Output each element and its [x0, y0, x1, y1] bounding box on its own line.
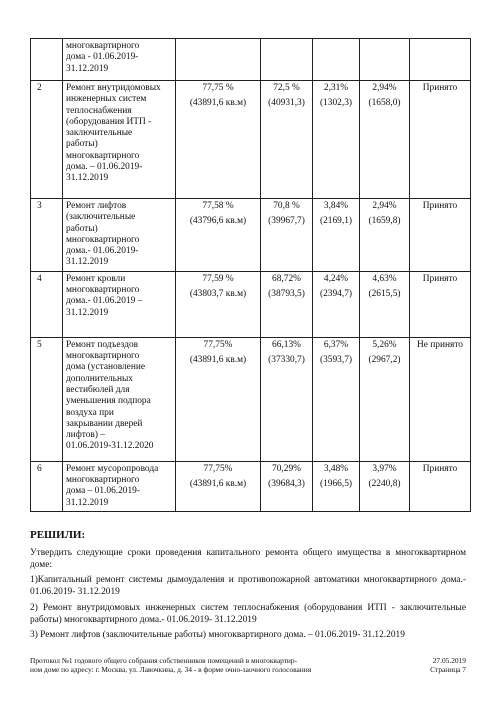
- total-pct: 77,75%: [203, 339, 233, 350]
- item-name-line: дома - 01.06.2019-: [66, 52, 139, 63]
- no-area: (1966,5): [319, 479, 353, 490]
- total-area: (43891,6 кв.м): [189, 355, 247, 366]
- table-row: [31, 461, 471, 511]
- total-area: (43891,6 кв.м): [189, 98, 247, 109]
- resolution-item-2: 2) Ремонт внутридомовых инженерных систем теплоснабжения (оборудования ИТП - заключительные работы) многоквартирного дома.- 01.06.2019- 31.12.2019: [30, 603, 466, 625]
- abstain-pct: 5,26%: [372, 339, 397, 350]
- item-number: 6: [31, 461, 63, 511]
- yes-pct: 66,13%: [272, 339, 301, 350]
- yes-cell: [261, 199, 313, 272]
- no-pct: 3,84%: [323, 201, 349, 211]
- table-row: [31, 271, 471, 337]
- table-row: [31, 39, 471, 81]
- item-name-continuation: [63, 39, 176, 81]
- item-name: [63, 81, 176, 199]
- item-number: 5: [31, 337, 63, 461]
- decision-cell: Не принято: [410, 337, 471, 461]
- item-number: 2: [31, 81, 63, 199]
- resolution-heading: РЕШИЛИ:: [30, 529, 86, 541]
- item-name: [63, 199, 176, 272]
- no-cell: [313, 271, 360, 337]
- total-pct: 77,75 %: [202, 83, 234, 93]
- footer-protocol-line: Протокол №1 годового общего собрания собственников помещений в многоквартир-: [30, 656, 298, 665]
- footer-protocol: [30, 656, 350, 674]
- footer-meta: [390, 656, 466, 674]
- yes-cell: [261, 337, 313, 461]
- item-name: [63, 461, 176, 511]
- abstain-cell: [360, 461, 410, 511]
- no-area: (2169,1): [319, 216, 353, 227]
- table-row: [31, 199, 471, 272]
- no-area: (3593,7): [319, 355, 353, 366]
- footer-date: 27.05.2019: [432, 656, 466, 665]
- no-area: (2394,7): [319, 289, 353, 300]
- decision-cell: Принято: [410, 271, 471, 337]
- item-name-line: Ремонт кровли: [66, 273, 126, 284]
- resolution-item-3: 3) Ремонт лифтов (заключительные работы) многоквартирного дома. – 01.06.2019- 31.12.2019: [30, 630, 405, 640]
- item-number: 4: [31, 271, 63, 337]
- decision-cell: Принято: [410, 461, 471, 511]
- item-name-line: многоквартирного: [66, 234, 140, 245]
- decision-cell: Принято: [410, 199, 471, 272]
- resolution-item-1: 1)Капитальный ремонт системы дымоудаления и противопожарной автоматики многоквартирного дома.- 01.06.2019- 31.12.2019: [30, 575, 466, 597]
- item-name-line: дома.- 01.06.2019-: [66, 246, 139, 257]
- item-name-line: многоквартирного: [66, 475, 140, 486]
- item-name-line: Ремонт лифтов: [66, 201, 127, 211]
- total-area: (43891,6 кв.м): [189, 479, 247, 490]
- item-name-line: работы): [66, 223, 98, 234]
- no-cell: [313, 461, 360, 511]
- item-name: [63, 337, 176, 461]
- no-cell: [313, 199, 360, 272]
- abstain-area: (1659,8): [368, 216, 401, 227]
- total-pct: 77,75%: [203, 463, 233, 474]
- abstain-pct: 3,97%: [372, 463, 397, 474]
- total-cell: [176, 199, 261, 272]
- item-name-line: дома – 01.06.2019-: [66, 486, 140, 497]
- resolution-intro: Утвердить следующие сроки проведения капитального ремонта общего имущества в многоквартирном доме:: [30, 548, 466, 570]
- total-cell: [176, 81, 261, 199]
- item-name-line: многоквартирного: [66, 285, 140, 296]
- item-name-line: 31.12.2019: [66, 63, 109, 74]
- no-pct: 3,48%: [323, 463, 349, 474]
- item-name-line: воздуха при: [66, 407, 114, 418]
- total-pct: 77,59 %: [202, 273, 234, 284]
- total-cell: [176, 337, 261, 461]
- yes-cell: [261, 271, 313, 337]
- abstain-pct: 2,94%: [372, 83, 397, 93]
- abstain-area: (2240,8): [368, 479, 401, 490]
- table-row: [31, 81, 471, 199]
- item-name-line: 31.12.2019: [66, 257, 109, 268]
- item-name-line: многоквартирного: [66, 41, 140, 51]
- no-area: (1302,3): [319, 98, 353, 109]
- yes-cell: [261, 461, 313, 511]
- item-name-line: дома. – 01.06.2019-: [66, 162, 143, 173]
- yes-area: (39967,7): [268, 216, 305, 227]
- abstain-cell: [360, 271, 410, 337]
- no-cell: [313, 81, 360, 199]
- item-name-line: 31.12.2019: [66, 173, 109, 184]
- item-name-line: (заключительные: [66, 212, 136, 223]
- total-cell: [176, 271, 261, 337]
- no-pct: 4,24%: [323, 273, 349, 284]
- item-name-line: Ремонт подъездов: [66, 339, 139, 350]
- no-cell: [313, 337, 360, 461]
- abstain-area: (1658,0): [368, 98, 401, 109]
- abstain-area: (2615,5): [368, 289, 401, 300]
- item-name-line: теплоснабжения: [66, 105, 132, 116]
- yes-area: (40931,3): [268, 98, 305, 109]
- item-name-line: многоквартирного: [66, 351, 140, 362]
- item-name-line: работы): [66, 139, 98, 150]
- item-name-line: инженерных систем: [66, 94, 147, 105]
- item-name-line: 01.06.2019-31.12.2020: [66, 441, 154, 452]
- abstain-cell: [360, 199, 410, 272]
- abstain-pct: 4,63%: [372, 273, 397, 284]
- page-number: Страница 7: [430, 665, 466, 674]
- no-pct: 6,37%: [323, 339, 349, 350]
- yes-pct: 72,5 %: [273, 83, 300, 93]
- item-name-line: Ремонт мусоропровода: [66, 463, 159, 474]
- decision-cell: Принято: [410, 81, 471, 199]
- abstain-pct: 2,94%: [372, 201, 397, 211]
- item-name-line: закрывании дверей: [66, 418, 143, 429]
- item-name-line: дома.- 01.06.2019 –: [66, 296, 143, 307]
- item-name-line: дома (установление: [66, 362, 146, 373]
- item-name-line: уменьшения подпора: [66, 396, 151, 407]
- total-pct: 77,58 %: [202, 201, 234, 211]
- abstain-cell: [360, 337, 410, 461]
- no-pct: 2,31%: [323, 83, 349, 93]
- footer-protocol-line: ном доме по адресу: г. Москва, ул. Лавочкина, д. 34 - в форме очно-заочного голосования: [30, 665, 312, 674]
- yes-pct: 70,8 %: [273, 201, 300, 211]
- item-name: [63, 271, 176, 337]
- table-row: [31, 337, 471, 461]
- item-name-line: вестибюлей для: [66, 384, 130, 395]
- total-cell: [176, 461, 261, 511]
- yes-area: (39684,3): [268, 479, 305, 490]
- item-name-line: Ремонт внутридомовых: [66, 83, 161, 93]
- yes-area: (38793,5): [268, 289, 305, 300]
- item-number: 3: [31, 199, 63, 272]
- voting-results-table: [30, 38, 471, 512]
- total-area: (43803,7 кв.м): [189, 289, 247, 300]
- item-name-line: многоквартирного: [66, 150, 140, 161]
- item-name-line: (оборудования ИТП -: [66, 116, 152, 127]
- abstain-area: (2967,2): [368, 355, 401, 366]
- item-name-line: 31.12.2019: [66, 307, 109, 318]
- item-name-line: дополнительных: [66, 373, 133, 384]
- abstain-cell: [360, 81, 410, 199]
- item-name-line: 31.12.2019: [66, 497, 109, 508]
- yes-pct: 70,29%: [272, 463, 301, 474]
- yes-area: (37330,7): [268, 355, 305, 366]
- yes-pct: 68,72%: [272, 273, 301, 284]
- total-area: (43796,6 кв.м): [189, 216, 247, 227]
- yes-cell: [261, 81, 313, 199]
- item-name-line: лифтов) –: [66, 430, 106, 441]
- item-name-line: заключительные: [66, 128, 133, 139]
